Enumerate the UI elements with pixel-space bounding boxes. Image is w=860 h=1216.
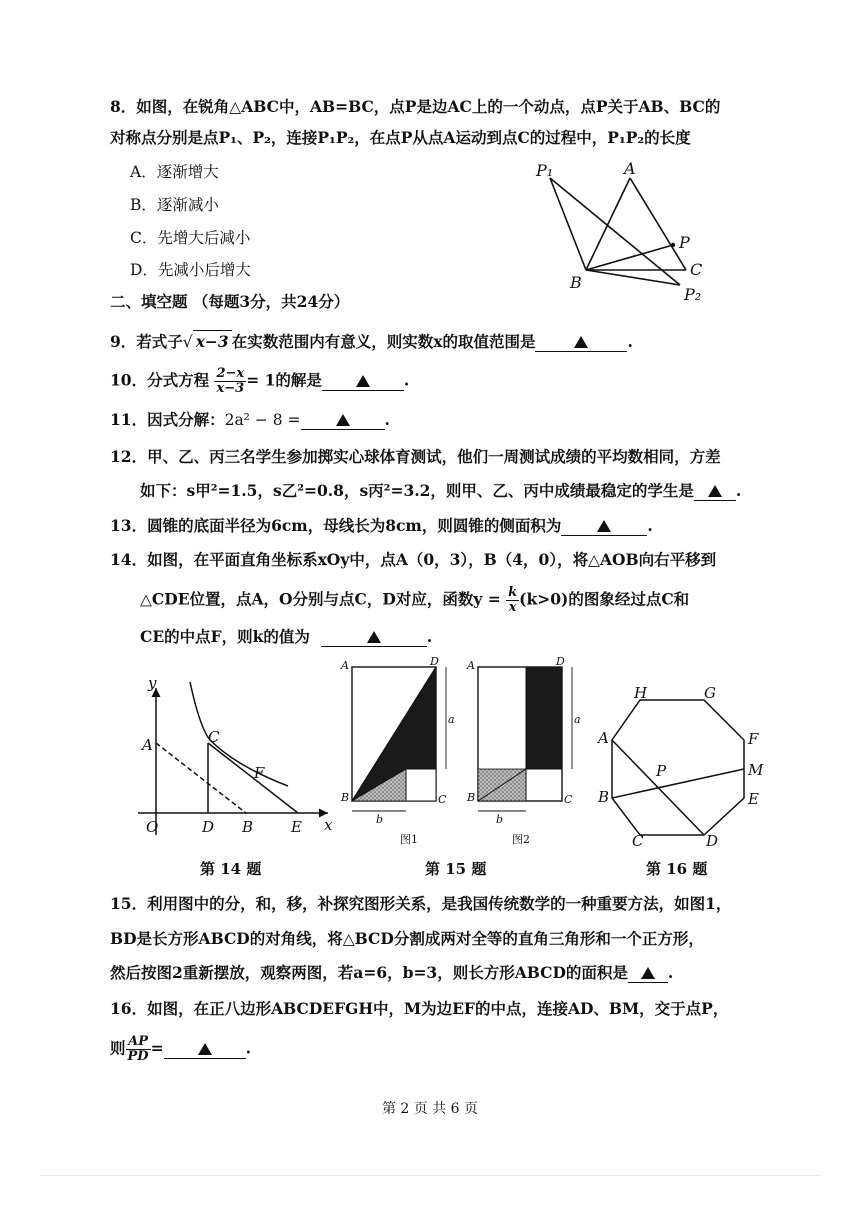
q8-option-b: B．逐渐减小 <box>130 196 219 214</box>
label-a: A <box>467 659 475 672</box>
label-a: A <box>142 736 153 754</box>
label-x: x <box>324 816 333 834</box>
q14-line3: CE的中点F，则k的值为 . <box>140 627 433 646</box>
triangle-icon <box>708 485 722 497</box>
label-a: A <box>341 659 349 672</box>
figure-14 <box>128 680 348 850</box>
q8-segment <box>550 178 680 285</box>
label-side-a: a <box>574 713 581 726</box>
caption-q16: 第 16 题 <box>646 860 708 878</box>
label-c: C <box>208 728 220 746</box>
q14-fraction: $\frac{k}{x}$ <box>508 585 518 615</box>
q15-answer-blank[interactable] <box>628 962 668 983</box>
q8-option-c: C．先增大后减小 <box>130 229 251 247</box>
label-g: G <box>704 684 716 702</box>
caption-q15: 第 15 题 <box>425 860 487 878</box>
q16-line2: 则 $\frac{AP}{PD}$ = . <box>110 1034 251 1064</box>
q9-pre: 9．若式子 <box>110 332 183 351</box>
q8-segment <box>586 270 680 285</box>
q13-answer-blank[interactable] <box>561 515 647 536</box>
label-d: D <box>556 655 565 668</box>
label-b: B <box>570 273 582 292</box>
bottom-rule <box>40 1175 820 1176</box>
q11-answer-blank[interactable] <box>301 409 385 430</box>
q9-radicand: x−3 <box>193 330 232 353</box>
hyperbola-curve <box>190 682 288 786</box>
q13: 13．圆锥的底面半径为6cm，母线长为8cm，则圆锥的侧面积为 . <box>110 516 653 535</box>
label-o: O <box>146 818 159 836</box>
q9-answer-blank[interactable] <box>535 331 627 352</box>
label-f: F <box>254 764 265 782</box>
label-c: C <box>564 793 573 806</box>
q10-fraction: $\frac{2-x}{x-3}$ <box>216 366 245 396</box>
q8-option-d: D．先减小后增大 <box>130 261 251 279</box>
label-e: E <box>748 790 759 808</box>
label-c: C <box>632 832 644 850</box>
label-e: E <box>291 818 302 836</box>
label-side-a: a <box>448 713 455 726</box>
q16-line1: 16．如图，在正八边形ABCDEFGH中，M为边EF的中点，连接AD、BM，交于点P， <box>110 999 729 1018</box>
triangle-icon <box>198 1043 212 1055</box>
q11-pre: 11．因式分解： <box>110 410 225 429</box>
label-p: P <box>656 762 667 780</box>
q8-line1: 8．如图，在锐角△ABC中，AB=BC，点P是边AC上的一个动点，点P关于AB、BC的 <box>110 97 721 116</box>
regular-octagon <box>612 700 744 835</box>
label-side-b: b <box>376 813 384 826</box>
q10: 10．分式方程 $\frac{2-x}{x-3}$ = 1的解是 . <box>110 366 410 396</box>
dark-rectangle <box>526 667 562 769</box>
q15-line2: BD是长方形ABCD的对角线，将△BCD分割成两对全等的直角三角形和一个正方形， <box>110 929 704 948</box>
q8-segment <box>630 178 686 270</box>
label-p2: P₂ <box>684 285 702 304</box>
label-y: y <box>148 680 157 692</box>
q16-answer-blank[interactable] <box>164 1038 246 1059</box>
label-side-b: b <box>496 813 504 826</box>
fig15-2-caption: 图2 <box>512 833 530 846</box>
q15-line3: 然后按图2重新摆放，观察两图，若a=6，b=3，则长方形ABCD的面积是 . <box>110 963 674 982</box>
q10-pre: 10．分式方程 <box>110 370 210 390</box>
q15-line1: 15．利用图中的分，和，移，补探究图形关系，是我国传统数学的一种重要方法，如图1， <box>110 894 732 913</box>
label-c: C <box>690 260 703 279</box>
label-p: P <box>679 233 690 252</box>
q8-figure <box>528 158 728 308</box>
segment-ce <box>208 743 298 813</box>
q14-line1: 14．如图，在平面直角坐标系xOy中，点A（0，3），B（4，0），将△AOB向右平移到 <box>110 550 717 569</box>
label-a: A <box>624 159 636 178</box>
q11: 11．因式分解：2a² − 8 = . <box>110 410 390 429</box>
label-d: D <box>430 655 439 668</box>
segment-ab <box>156 743 246 813</box>
q8-segment <box>586 178 630 270</box>
q9-post: 在实数范围内有意义，则实数x的取值范围是 <box>231 332 536 351</box>
label-b: B <box>341 791 350 804</box>
label-d: D <box>202 818 215 836</box>
label-h: H <box>634 684 648 702</box>
point-p-dot <box>671 243 675 247</box>
q12-line1: 12．甲、乙、丙三名学生参加掷实心球体育测试，他们一周测试成绩的平均数相同，方差 <box>110 447 721 466</box>
triangle-icon <box>336 414 350 426</box>
label-c: C <box>438 793 447 806</box>
q16-fraction: $\frac{AP}{PD}$ <box>127 1034 149 1064</box>
q8-option-a: A．逐渐增大 <box>130 163 219 181</box>
q10-eq: = 1的解是 <box>246 370 322 390</box>
fig15-1-caption: 图1 <box>400 833 418 846</box>
label-b: B <box>467 791 476 804</box>
label-b: B <box>242 818 254 836</box>
figure-16 <box>592 680 772 850</box>
q14-line2: △CDE位置，点A，O分别与点C，D对应，函数y = $\frac{k}{x}$ (k>0)的图象经过点C和 <box>140 585 690 615</box>
section-title: 二、填空题 （每题3分，共24分） <box>110 292 350 311</box>
page-footer: 第 2 页 共 6 页 <box>381 1101 479 1117</box>
q8-line2: 对称点分别是点P₁、P₂，连接P₁P₂，在点P从点A运动到点C的过程中，P₁P₂的长度 <box>110 128 691 147</box>
q12-answer-blank[interactable] <box>694 480 736 501</box>
q10-answer-blank[interactable] <box>322 370 404 391</box>
label-a: A <box>598 729 609 747</box>
q8-segment <box>586 245 673 270</box>
label-p1: P₁ <box>536 161 554 180</box>
figure-15-2 <box>466 655 594 850</box>
label-d: D <box>706 832 719 850</box>
triangle-icon <box>356 375 370 387</box>
triangle-icon <box>574 336 588 348</box>
q14-answer-blank[interactable] <box>321 626 427 647</box>
triangle-icon <box>367 631 381 643</box>
label-f: F <box>748 730 759 748</box>
triangle-icon <box>641 967 655 979</box>
figure-15-1 <box>338 655 466 850</box>
q12-line2: 如下：s甲²=1.5，s乙²=0.8，s丙²=3.2，则甲、乙、丙中成绩最稳定的学生是 . <box>140 481 742 500</box>
triangle-icon <box>597 520 611 532</box>
label-m: M <box>748 761 764 779</box>
label-b: B <box>598 788 610 806</box>
square <box>406 769 436 801</box>
q9: 9．若式子√ x−3 在实数范围内有意义，则实数x的取值范围是 . <box>110 332 633 351</box>
q11-expr: 2a² − 8 = <box>224 411 301 429</box>
caption-q14: 第 14 题 <box>200 860 262 878</box>
segment-bm <box>612 769 744 798</box>
